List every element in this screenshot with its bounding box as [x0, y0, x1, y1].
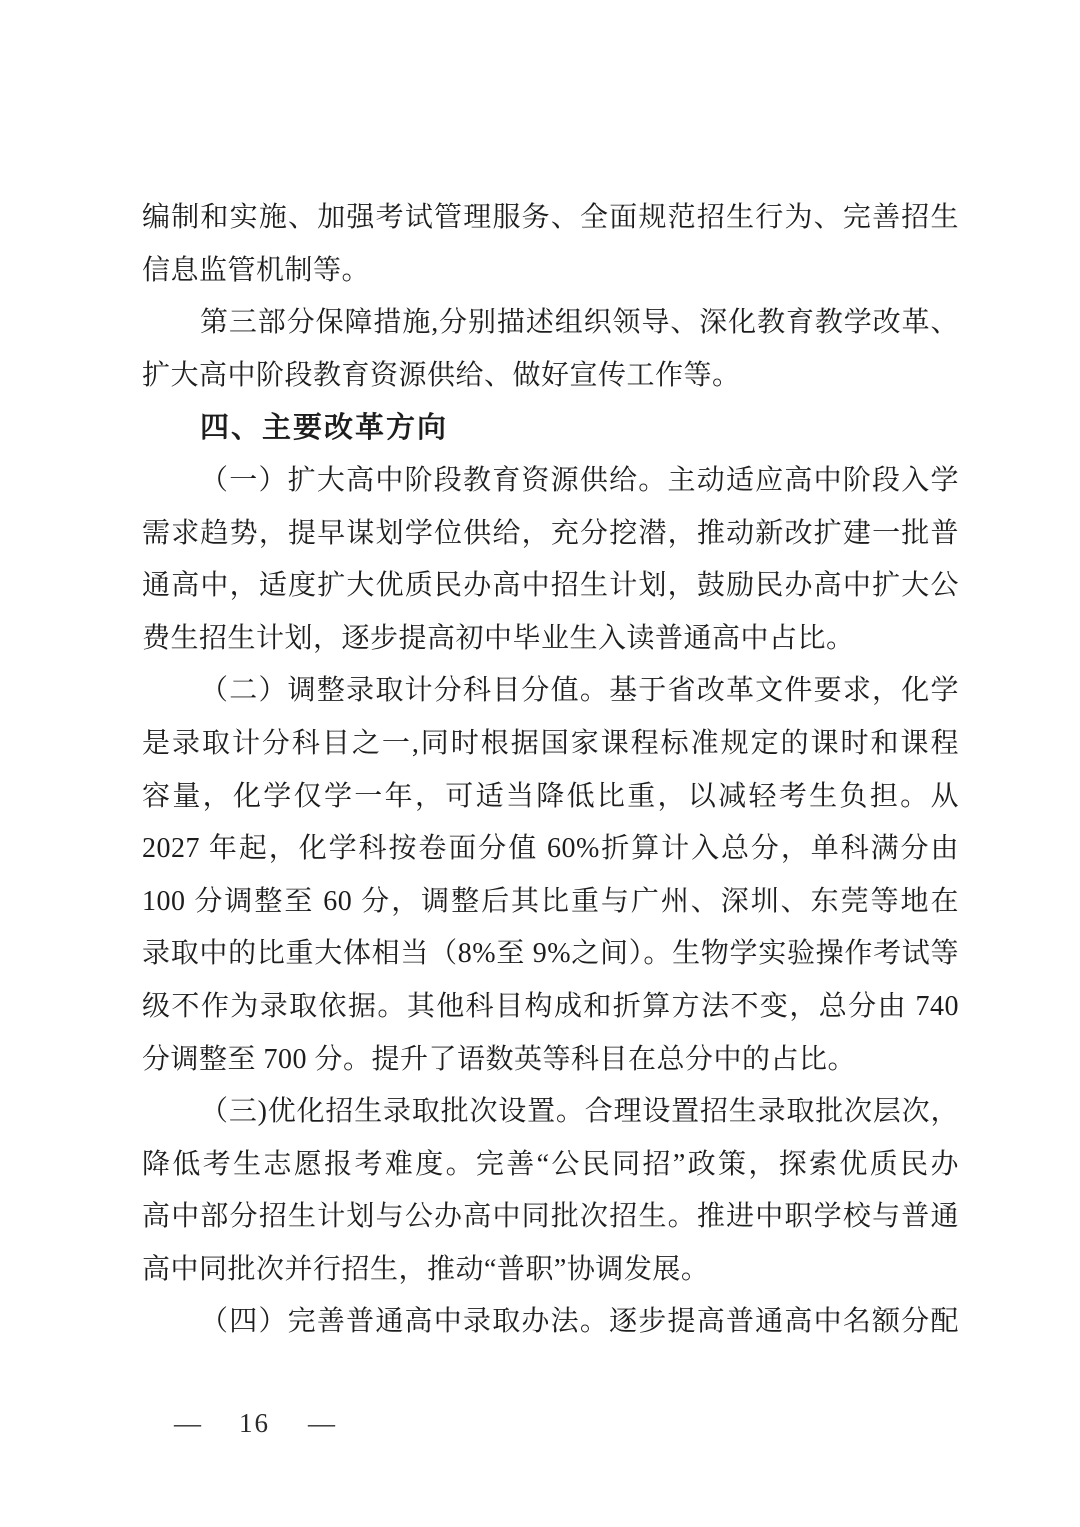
text-content: [142, 192, 959, 1349]
text-line: （一）扩大高中阶段教育资源供给。主动适应高中阶段入学: [200, 464, 959, 496]
text-line: 级不作为录取依据。其他科目构成和折算方法不变，总分由 740: [142, 990, 959, 1022]
text-line: 100 分调整至 60 分，调整后其比重与广州、深圳、东莞等地在: [142, 885, 959, 917]
footer-dash-right: —: [308, 1408, 335, 1438]
text-line: 降低考生志愿报考难度。完善“公民同招”政策，探索优质民办: [142, 1148, 959, 1180]
text-line: 信息监管机制等。: [142, 254, 371, 286]
text-line: 高中同批次并行招生，推动“普职”协调发展。: [142, 1253, 710, 1285]
text-line: （二）调整录取计分科目分值。基于省改革文件要求，化学: [200, 675, 959, 707]
text-line: （三)优化招生录取批次设置。合理设置招生录取批次层次，: [200, 1096, 959, 1128]
page-number: 16: [239, 1408, 270, 1438]
text-line: 是录取计分科目之一,同时根据国家课程标准规定的课时和课程: [142, 727, 959, 759]
footer-dash-left: —: [174, 1408, 201, 1438]
text-line: 容量，化学仅学一年，可适当降低比重，以减轻考生负担。从: [142, 780, 959, 812]
text-line: 费生招生计划，逐步提高初中毕业生入读普通高中占比。: [142, 622, 855, 654]
page-footer: [142, 1408, 335, 1439]
text-line: 分调整至 700 分。提升了语数英等科目在总分中的占比。: [142, 1043, 857, 1075]
text-line: （四）完善普通高中录取办法。逐步提高普通高中名额分配: [200, 1306, 959, 1338]
text-line: 录取中的比重大体相当（8%至 9%之间）。生物学实验操作考试等: [142, 938, 959, 970]
text-line: 通高中，适度扩大优质民办高中招生计划，鼓励民办高中扩大公: [142, 570, 959, 602]
text-line: 编制和实施、加强考试管理服务、全面规范招生行为、完善招生: [142, 202, 959, 233]
text-line: 高中部分招生计划与公办高中同批次招生。推进中职学校与普通: [142, 1201, 959, 1233]
text-line: 2027 年起，化学科按卷面分值 60%折算计入总分，单科满分由: [142, 833, 959, 865]
text-line: 第三部分保障措施,分别描述组织领导、深化教育教学改革、: [200, 307, 959, 339]
text-line: 需求趋势，提早谋划学位供给，充分挖潜，推动新改扩建一批普: [142, 517, 959, 549]
section-heading: 四、主要改革方向: [200, 412, 449, 445]
text-line: 扩大高中阶段教育资源供给、做好宣传工作等。: [142, 359, 741, 391]
